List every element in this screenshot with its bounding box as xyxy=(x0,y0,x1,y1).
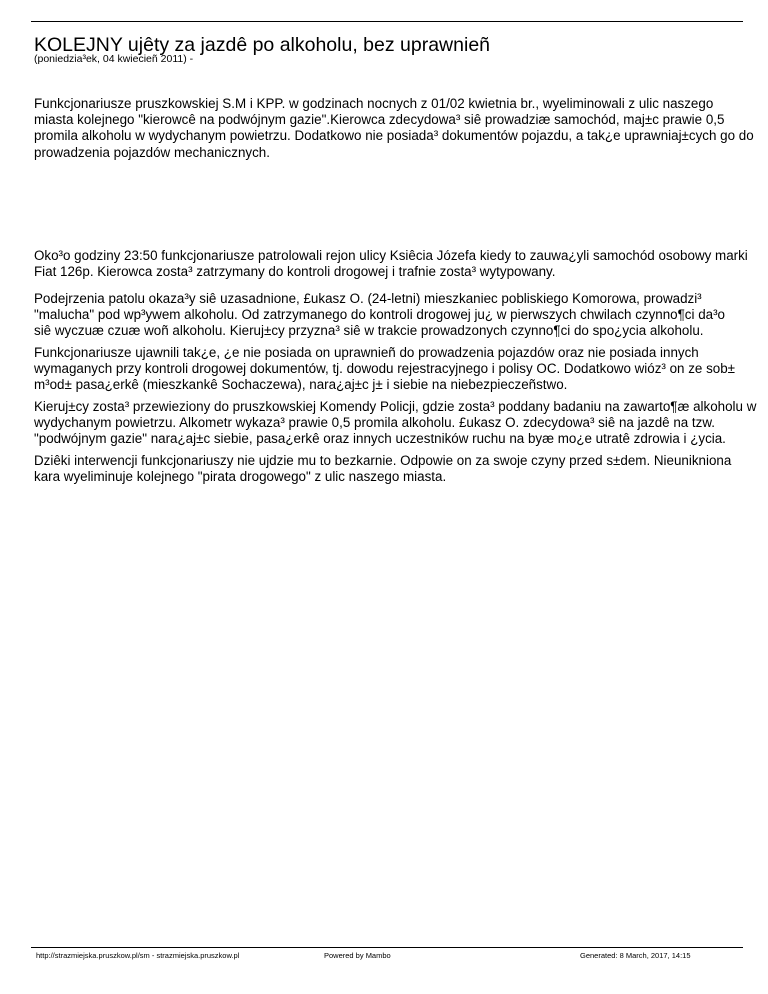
paragraph-line: prowadzenia pojazdów mechanicznych. xyxy=(34,144,270,160)
paragraph-line: Funkcjonariusze ujawnili tak¿e, ¿e nie posiada on uprawnieñ do prowadzenia pojazdów oraz nie posiada innych xyxy=(34,345,699,360)
paragraph-line: kara wyeliminuje kolejnego "pirata drogowego" z ulic naszego miasta. xyxy=(34,469,447,485)
footer-url: http://strazmiejska.pruszkow.pl/sm - strazmiejska.pruszkow.pl xyxy=(36,951,240,960)
paragraph-line: siê wyczuæ czuæ woñ alkoholu. Kieruj±cy przyzna³ siê w trakcie prowadzonych czynno¶ci do spo¿ycia alkoholu. xyxy=(34,323,704,339)
header-rule xyxy=(31,21,743,22)
paragraph-line: Fiat 126p. Kierowca zosta³ zatrzymany do kontroli drogowej i trafnie zosta³ wytypowany. xyxy=(34,264,556,280)
paragraph-5 xyxy=(34,399,757,448)
paragraph-4 xyxy=(34,345,746,394)
paragraph-line: Oko³o godziny 23:50 funkcjonariusze patrolowali rejon ulicy Ksiêcia Józefa kiedy to zauwa¿yli samochód osobowy marki xyxy=(34,248,748,263)
paragraph-line: promila alkoholu w wydychanym powietrzu. Dodatkowo nie posiada³ dokumentów pojazdu, a tak¿e uprawniaj±cych go do xyxy=(34,128,754,144)
paragraph-line: "podwójnym gazie" nara¿aj±c siebie, pasa¿erkê oraz innych uczestników ruchu na byæ mo¿e utratê zdrowia i ¿ycia. xyxy=(34,431,726,447)
paragraph-6 xyxy=(34,453,746,485)
paragraph-3 xyxy=(34,291,746,340)
footer-rule xyxy=(31,947,743,948)
paragraph-line: m³od± pasa¿erkê (mieszkankê Sochaczewa), nara¿aj±c j± i siebie na niebezpieczeñstwo. xyxy=(34,377,568,393)
paragraph-line: Kieruj±cy zosta³ przewieziony do pruszkowskiej Komendy Policji, gdzie zosta³ poddany badaniu na zawarto¶æ alkoholu w xyxy=(34,399,757,414)
paragraph-line: wymaganych przy kontroli drogowej dokumentów, tj. dowodu rejestracyjnego i polisy OC. Dodatkowo wióz³ on ze sob± xyxy=(34,361,736,377)
paragraph-line: Podejrzenia patolu okaza³y siê uzasadnione, £ukasz O. (24-letni) mieszkaniec pobliskiego Komorowa, prowadzi³ xyxy=(34,291,702,306)
paragraph-2 xyxy=(34,248,746,280)
article-date: (poniedzia³ek, 04 kwiecieñ 2011) - xyxy=(34,53,194,65)
article-title: KOLEJNY ujêty za jazdê po alkoholu, bez uprawnieñ xyxy=(34,34,491,56)
paragraph-line: Funkcjonariusze pruszkowskiej S.M i KPP. w godzinach nocnych z 01/02 kwietnia br., wyeliminowali z ulic naszego xyxy=(34,96,714,111)
paragraph-line: Dziêki interwencji funkcjonariuszy nie ujdzie mu to bezkarnie. Odpowie on za swoje czyny przed s±dem. Nieunikniona xyxy=(34,453,732,468)
paragraph-line: wydychanym powietrzu. Alkometr wykaza³ prawie 0,5 promila alkoholu. £ukasz O. zdecydowa³ siê na jazdê na tzw. xyxy=(34,415,715,431)
paragraph-line: "malucha" pod wp³ywem alkoholu. Od zatrzymanego do kontroli drogowej ju¿ w pierwszych chwilach czynno¶ci da³o xyxy=(34,307,726,323)
paragraph-line: miasta kolejnego "kierowcê na podwójnym gazie".Kierowca zdecydowa³ siê prowadziæ samochód, maj±c prawie 0,5 xyxy=(34,112,725,128)
paragraph-intro xyxy=(34,96,754,161)
footer-powered-by: Powered by Mambo xyxy=(324,951,391,960)
footer-generated: Generated: 8 March, 2017, 14:15 xyxy=(580,951,691,960)
